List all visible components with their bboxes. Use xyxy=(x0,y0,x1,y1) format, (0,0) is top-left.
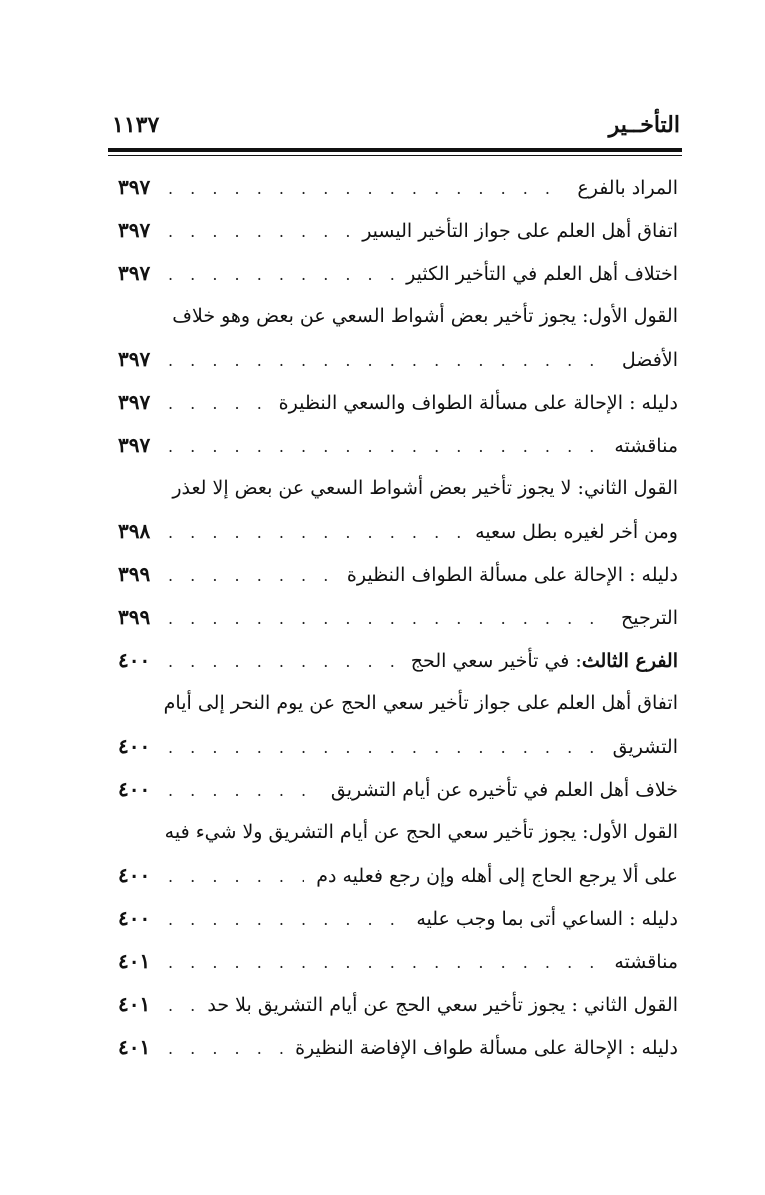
dot-leader xyxy=(168,339,610,382)
toc-entry xyxy=(118,209,678,252)
running-title: التأخــير xyxy=(608,112,680,138)
toc-page-number: ٤٠١ xyxy=(118,992,151,1016)
toc-page-number: ٣٩٧ xyxy=(118,261,151,285)
toc-entry-text: القول الثاني : يجوز تأخير سعي الحج عن أيام التشريق بلا حد xyxy=(207,994,678,1016)
toc-page-number: ٤٠٠ xyxy=(118,734,151,758)
dot-leader xyxy=(168,726,601,769)
toc-page-number: ٣٩٩ xyxy=(118,605,151,629)
toc-entry-text: القول الأول: يجوز تأخير بعض أشواط السعي عن بعض وهو خلاف xyxy=(172,305,678,327)
dot-leader xyxy=(168,425,602,468)
toc-entry xyxy=(118,768,678,811)
dot-leader xyxy=(168,597,609,640)
table-of-contents xyxy=(118,166,678,1069)
dot-leader xyxy=(168,1027,283,1070)
dot-leader xyxy=(168,855,304,898)
toc-entry-text: دليله : الساعي أتى بما وجب عليه xyxy=(416,908,678,930)
dot-leader xyxy=(168,640,399,683)
toc-entry xyxy=(118,725,678,768)
toc-entry-text: التشريق xyxy=(612,736,678,758)
toc-page-number: ٤٠٠ xyxy=(118,648,151,672)
dot-leader xyxy=(168,167,565,210)
page-number: ١١٣٧ xyxy=(112,112,160,138)
dot-leader xyxy=(168,941,602,984)
dot-leader xyxy=(168,898,404,941)
toc-entry-text: اختلاف أهل العلم في التأخير الكثير xyxy=(406,263,678,285)
toc-page-number: ٣٩٧ xyxy=(118,218,151,242)
toc-entry-text: المراد بالفرع xyxy=(577,177,678,199)
toc-entry-text: دليله : الإحالة على مسألة الطواف والسعي النظيرة xyxy=(278,392,678,414)
dot-leader xyxy=(168,382,267,425)
toc-entry xyxy=(118,381,678,424)
dot-leader xyxy=(168,984,195,1027)
toc-entry xyxy=(118,553,678,596)
toc-page-number: ٣٩٧ xyxy=(118,175,151,199)
header-rule-thin xyxy=(108,155,682,156)
toc-entry-text: اتفاق أهل العلم على جواز التأخير اليسير xyxy=(362,220,678,242)
toc-entry-text: القول الثاني: لا يجوز تأخير بعض أشواط السعي عن بعض إلا لعذر xyxy=(172,477,678,499)
toc-entry xyxy=(118,166,678,209)
toc-page-number: ٣٩٧ xyxy=(118,433,151,457)
toc-entry xyxy=(118,811,678,854)
toc-entry xyxy=(118,295,678,338)
toc-entry xyxy=(118,940,678,983)
toc-page-number: ٤٠١ xyxy=(118,949,151,973)
dot-leader xyxy=(168,210,350,253)
toc-entry-text: الأفضل xyxy=(621,349,678,371)
dot-leader xyxy=(168,769,319,812)
toc-entry-text: على ألا يرجع الحاج إلى أهله وإن رجع فعليه دم xyxy=(316,865,678,887)
page-header xyxy=(112,112,680,146)
toc-entry xyxy=(118,338,678,381)
toc-entry xyxy=(118,897,678,940)
toc-entry-text: الفرع الثالث: في تأخير سعي الحج xyxy=(410,650,678,672)
toc-page-number: ٣٩٩ xyxy=(118,562,151,586)
toc-entry-text: القول الأول: يجوز تأخير سعي الحج عن أيام التشريق ولا شيء فيه xyxy=(164,821,678,843)
toc-entry xyxy=(118,424,678,467)
dot-leader xyxy=(168,511,463,554)
dot-leader xyxy=(168,253,394,296)
toc-entry xyxy=(118,596,678,639)
toc-page-number: ٣٩٧ xyxy=(118,347,151,371)
toc-entry-text: مناقشته xyxy=(614,951,678,973)
toc-page-number: ٤٠١ xyxy=(118,1035,151,1059)
toc-page-number: ٤٠٠ xyxy=(118,777,151,801)
toc-entry xyxy=(118,854,678,897)
toc-page-number: ٤٠٠ xyxy=(118,863,151,887)
toc-entry xyxy=(118,252,678,295)
toc-entry-text: الترجيح xyxy=(620,607,678,629)
toc-page-number: ٣٩٧ xyxy=(118,390,151,414)
toc-entry-text: اتفاق أهل العلم على جواز تأخير سعي الحج عن يوم النحر إلى أيام xyxy=(163,692,678,714)
dot-leader xyxy=(168,554,335,597)
toc-entry-text: مناقشته xyxy=(614,435,678,457)
toc-page-number: ٣٩٨ xyxy=(118,519,151,543)
toc-entry-text: دليله : الإحالة على مسألة طواف الإفاضة النظيرة xyxy=(295,1037,678,1059)
toc-entry-text: خلاف أهل العلم في تأخيره عن أيام التشريق xyxy=(330,779,678,801)
toc-entry xyxy=(118,983,678,1026)
toc-entry xyxy=(118,639,678,682)
toc-entry xyxy=(118,682,678,725)
toc-entry-text: ومن أخر لغيره بطل سعيه xyxy=(475,521,678,543)
header-rule-thick xyxy=(108,148,682,152)
toc-entry xyxy=(118,510,678,553)
toc-entry xyxy=(118,467,678,510)
toc-entry xyxy=(118,1026,678,1069)
toc-entry-text: دليله : الإحالة على مسألة الطواف النظيرة xyxy=(346,564,678,586)
toc-page-number: ٤٠٠ xyxy=(118,906,151,930)
